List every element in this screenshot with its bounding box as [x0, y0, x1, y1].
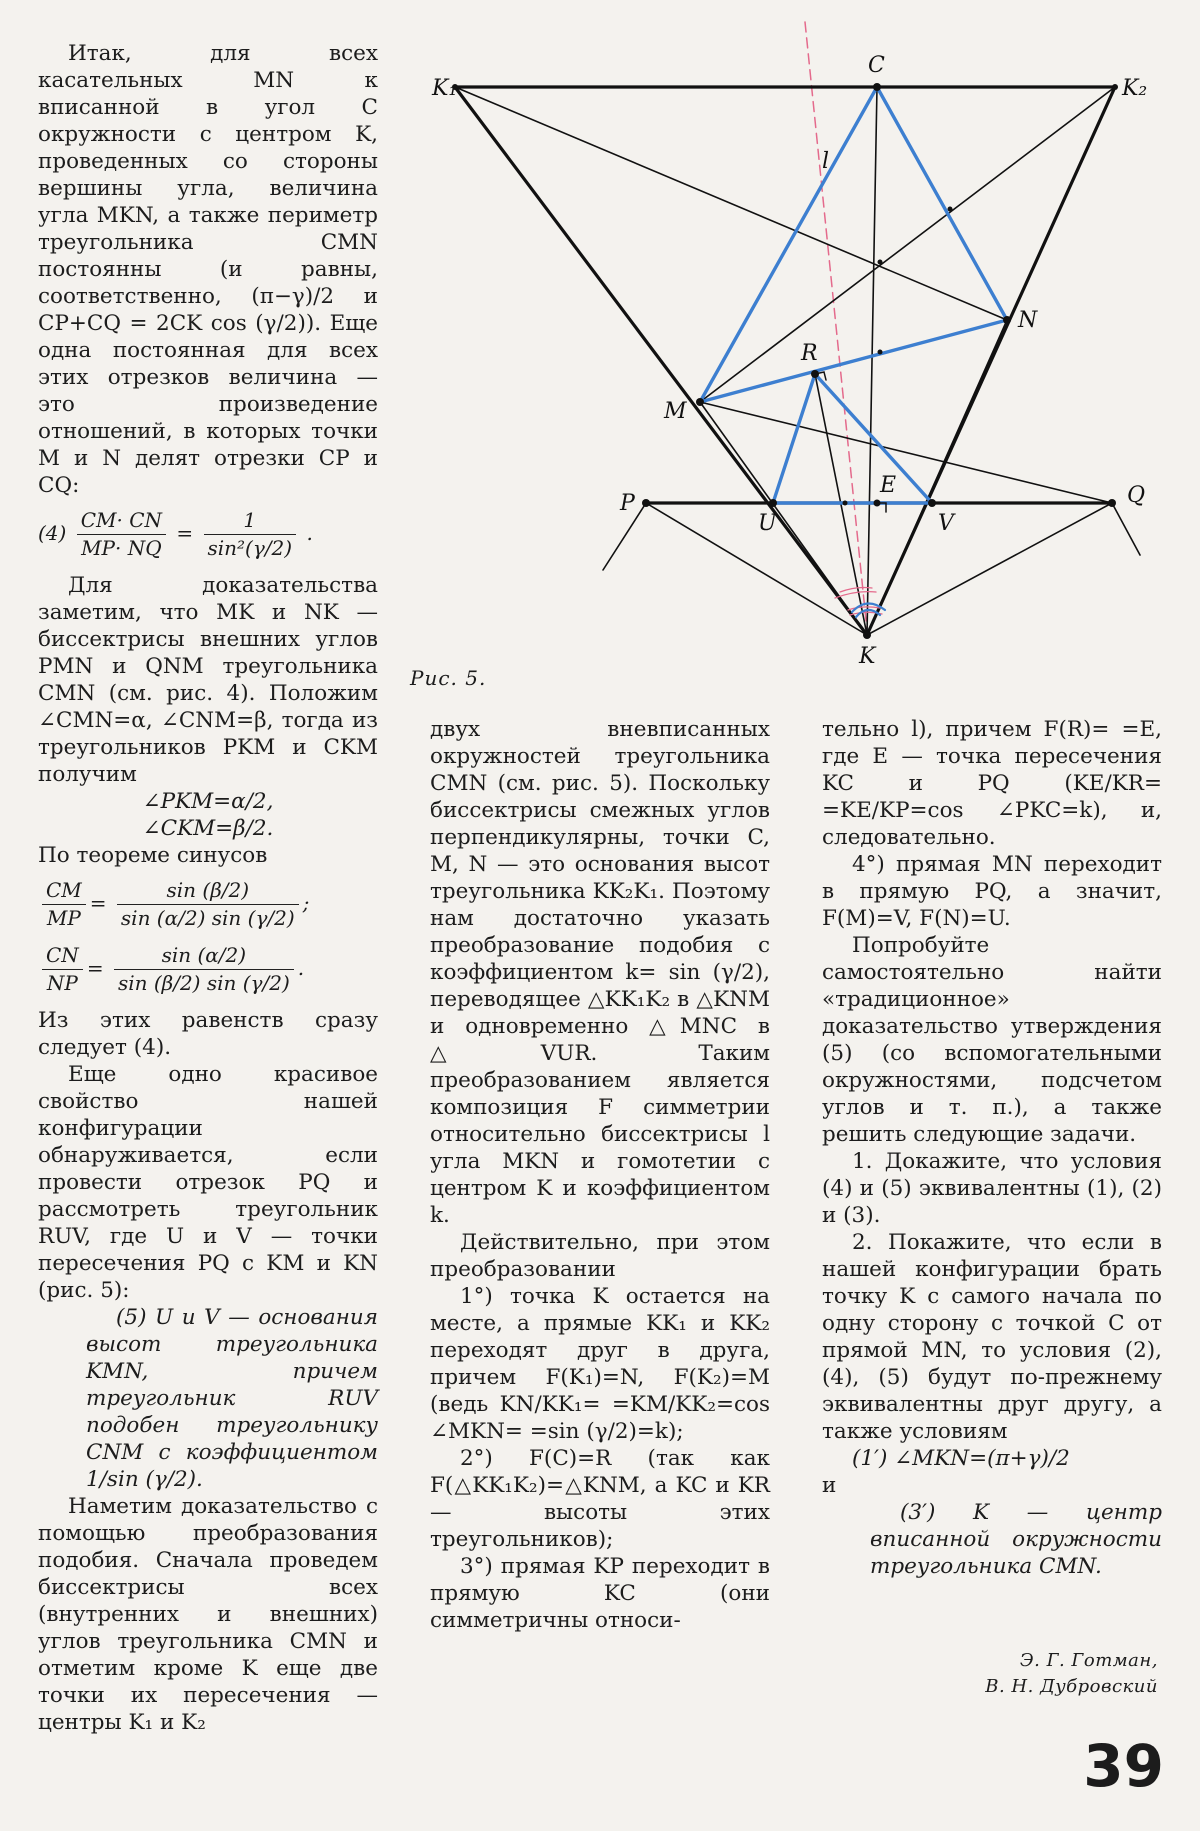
bisector-l-line: [805, 22, 868, 640]
author-1: Э. Г. Готман,: [1019, 1650, 1158, 1671]
author-signature: [985, 1648, 1158, 1700]
page-number: 39: [1083, 1732, 1164, 1800]
point-m: [696, 398, 704, 406]
point-r: [811, 370, 819, 378]
formula-4: (4) $\frac{CM\cdot CN}{MP\cdot NQ}$ = $\frac{1}{\text{sin²(γ/2)}}$ .: [38, 508, 313, 560]
point-u: [769, 499, 777, 507]
label-l: l: [822, 149, 830, 174]
triangle-cmn: [700, 87, 1007, 402]
formula-line: ∠PKM=α/2,: [142, 789, 274, 814]
statement-5: (5) U и V — основания высот треугольника KMN, причем треугольник RUV подобен треугольнику CNM с коэффициентом 1/sin (γ/2).: [86, 1305, 378, 1492]
point-aux: [948, 207, 953, 212]
point-aux: [878, 350, 883, 355]
paragraph: 1°) точка K остается на месте, а прямые KK₁ и KK₂ переходят друг в друга, причем F(K₁)=N, F(K₂)=M (ведь KN/KK₁= =KM/KK₂=cos ∠MKN= =sin (γ/2)=k);: [430, 1284, 770, 1444]
paragraph: Наметим доказательство с помощью преобразования подобия. Сначала проведем биссектрисы всех (внутренних и внешних) углов треугольника CMN и отметим кроме K еще две точки их пересечения — центры K₁ и K₂: [38, 1494, 378, 1735]
figure-caption: Рис. 5.: [410, 666, 487, 690]
point-n: [1003, 316, 1011, 324]
text-column-1: [38, 40, 378, 1736]
point-aux: [878, 260, 883, 265]
paragraph: Итак, для всех касательных MN к вписанной в угол C окружности с центром K, проведенных со стороны вершины угла, величина угла MKN, а также периметр треугольника CMN постоянны (и равны, соответственно, (π−γ)/2 и CP+CQ = 2CK cos (γ/2)). Еще одна постоянная для всех этих отрезков величина — это произведение отношений, в которых точки M и N делят отрезки CP и CQ:: [38, 41, 378, 498]
formula-label: (4): [38, 521, 67, 545]
label-u: U: [758, 511, 777, 536]
angle-arc: [848, 607, 880, 610]
angle-arc: [835, 592, 876, 598]
line-q-k: [867, 503, 1112, 635]
paragraph: 4°) прямая MN переходит в прямую PQ, а значит, F(M)=V, F(N)=U.: [822, 852, 1162, 931]
line-k2-m: [700, 87, 1115, 402]
paragraph: Попробуйте самостоятельно найти «традиционное» доказательство утверждения (5) (со вспомогательными окружностями, подсчетом углов и т. п.), а также решить следующие задачи.: [822, 933, 1162, 1147]
fraction-left: $\frac{CM\cdot CN}{MP\cdot NQ}$: [77, 507, 166, 562]
sine-formula-1: $\frac{CM}{MP}$ = $\frac{\sin (\beta/2)}{\sin (\alpha/2) \sin (\gamma/2)}$ ;: [38, 877, 378, 932]
label-p: P: [620, 491, 635, 516]
paragraph: По теореме синусов: [38, 843, 268, 868]
point-c: [873, 83, 881, 91]
text-column-2: [430, 716, 770, 1634]
label-e: E: [880, 473, 897, 498]
label-c: C: [868, 53, 885, 78]
point-v: [928, 499, 936, 507]
paragraph: 2°) F(C)=R (так как F(△KK₁K₂)=△KNM, а KC и KR — высоты этих треугольников);: [430, 1446, 770, 1552]
conjunction: и: [822, 1473, 837, 1498]
label-m: M: [664, 399, 687, 424]
sine-formula-2: $\frac{CN}{NP}$ = $\frac{\sin (\alpha/2)}{\sin (\beta/2) \sin (\gamma/2)}$ .: [38, 942, 378, 997]
line-c-k: [867, 87, 877, 635]
author-2: В. Н. Дубровский: [985, 1676, 1158, 1697]
text-column-3: [822, 716, 1162, 1580]
point-q: [1108, 499, 1116, 507]
paragraph: Из этих равенств сразу следует (4).: [38, 1008, 378, 1060]
line-q-extension: [1112, 503, 1140, 555]
condition-1-prime: (1′) ∠MKN=(π+γ)/2: [852, 1446, 1070, 1471]
label-q: Q: [1127, 483, 1146, 508]
point-p: [642, 499, 650, 507]
point-aux: [843, 501, 848, 506]
point-k2: [1112, 84, 1118, 90]
point-e: [874, 500, 881, 507]
figure-5: [420, 20, 1180, 670]
label-k2: K₂: [1122, 76, 1148, 101]
condition-3-prime: (3′) K — центр вписанной окружности треугольника CMN.: [870, 1500, 1162, 1579]
paragraph: тельно l), причем F(R)= =E, где E — точка пересечения KC и PQ (KE/KR= =KE/KP=cos ∠PKC=k), и, следовательно.: [822, 717, 1162, 850]
paragraph: Для доказательства заметим, что MK и NK — биссектрисы внешних углов PMN и QNM треугольника CMN (см. рис. 4). Положим ∠CMN=α, ∠CNM=β, тогда из треугольников PKM и CKM получим: [38, 573, 378, 787]
fraction-right: $\frac{1}{\text{sin²(γ/2)}}$: [204, 507, 297, 562]
label-n: N: [1018, 308, 1038, 333]
label-r: R: [801, 341, 818, 366]
paragraph: Действительно, при этом преобразовании: [430, 1230, 770, 1282]
formula-line: ∠CKM=β/2.: [142, 816, 274, 841]
paragraph: двух вневписанных окружностей треугольника CMN (см. рис. 5). Поскольку биссектрисы смежных углов перпендикулярны, точки C, M, N — это основания высот треугольника KK₂K₁. Поэтому нам достаточно указать преобразование подобия с коэффициентом k= sin (γ/2), переводящее △KK₁K₂ в △KNM и одновременно △MNC в △VUR. Таким преобразованием является композиция F симметрии относительно биссектрисы l угла MKN и гомотетии с центром K и коэффициентом k.: [430, 717, 770, 1228]
point-k: [863, 631, 871, 639]
equals-sign: =: [176, 521, 194, 545]
label-k1: K₁: [432, 76, 458, 101]
paragraph: 3°) прямая KP переходит в прямую KC (они симметричны относи-: [430, 1554, 770, 1633]
problem-2: 2. Покажите, что если в нашей конфигурации брать точку K с самого начала по одну сторону с точкой C от прямой MN, то условия (2), (4), (5) будут по-прежнему эквивалентны друг другу, а также условиям: [822, 1230, 1162, 1444]
line-k1-n: [455, 87, 1007, 320]
line-p-k: [646, 503, 867, 635]
label-k: K: [859, 644, 876, 669]
problem-1: 1. Докажите, что условия (4) и (5) эквивалентны (1), (2) и (3).: [822, 1149, 1162, 1228]
paragraph: Еще одно красивое свойство нашей конфигурации обнаруживается, если провести отрезок PQ и рассмотреть треугольник RUV, где U и V — точки пересечения PQ с KM и KN (рис. 5):: [38, 1062, 378, 1303]
label-v: V: [938, 511, 954, 536]
